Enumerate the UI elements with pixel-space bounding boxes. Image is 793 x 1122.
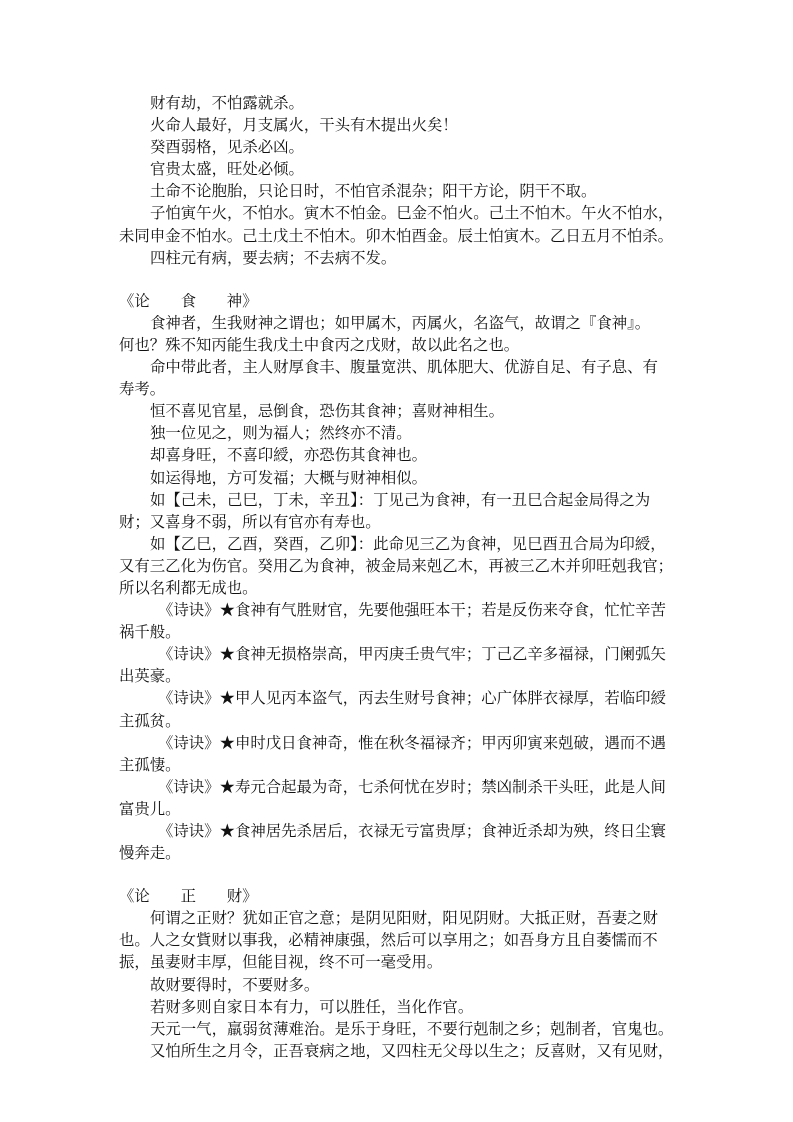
text-line: 土命不论胞胎，只论日时，不怕官杀混杂；阳干方论，阴干不取。: [150, 182, 597, 201]
text-line: 振，虽妻财丰厚，但能目视，终不可一毫受用。: [119, 953, 443, 972]
text-line: 何谓之正财？犹如正官之意；是阴见阳财，阳见阴财。大抵正财，吾妻之财: [150, 909, 658, 928]
poem-line: 《诗诀》★食神有气胜财官，先要他强旺本干；若是反伤来夺食，忙忙辛苦: [158, 601, 666, 620]
poem-line: 《诗诀》★甲人见丙本盗气，丙去生财号食神；心广体胖衣禄厚，若临印綬: [158, 689, 666, 708]
text-line: 命中带此者，主人财厚食丰、腹量宽洪、肌体肥大、优游自足、有子息、有: [150, 358, 658, 377]
text-line: 食神者，生我财神之谓也；如甲属木，丙属火，名盗气，故谓之『食神』。: [150, 313, 651, 332]
text-line: 如运得地，方可发福；大概与财神相似。: [150, 468, 428, 487]
text-line: 又有三乙化为伤官。癸用乙为食神，被金局来剋乙木，再被三乙木并卯旺剋我官；: [119, 556, 674, 575]
poem-line: 慢奔走。: [119, 844, 181, 863]
poem-line: 《诗诀》★申时戊日食神奇，惟在秋冬福禄齐；甲丙卯寅来剋破，遇而不遇: [158, 733, 666, 752]
text-line: 何也？殊不知丙能生我戊土中食丙之戊财，故以此名之也。: [119, 335, 520, 354]
text-line: 财有劫，不怕露就杀。: [150, 94, 304, 112]
text-line: 天元一气，羸弱贫薄难治。是乐于身旺，不要行剋制之乡；剋制者，官鬼也。: [150, 1019, 674, 1038]
poem-line: 《诗诀》★寿元合起最为奇，七杀何忧在岁时；禁凶制杀干头旺，此是人间: [158, 777, 666, 796]
text-line: 却喜身旺，不喜印綬，亦恐伤其食神也。: [150, 446, 428, 465]
text-line: 独一位见之，则为福人；然终亦不清。: [150, 424, 412, 443]
section-proper-wealth: [119, 885, 677, 1062]
poem-line: 《诗诀》★食神居先杀居后，衣禄无亏富贵厚；食神近杀却为殃，终日尘寰: [158, 822, 666, 840]
poem-line: 出英豪。: [119, 667, 181, 686]
text-line: 子怕寅午火，不怕水。寅木不怕金。巳金不怕火。己土不怕木。午火不怕水，: [150, 204, 674, 223]
text-line: 寿考。: [119, 380, 166, 399]
poem-line: 富贵儿。: [119, 799, 181, 818]
text-line: 如【己未，己巳，丁未，辛丑】：丁见己为食神，有一丑巳合起金局得之为: [150, 490, 651, 509]
text-line: 财；又喜身不弱，所以有官亦有寿也。: [119, 512, 381, 531]
text-line: 癸酉弱格，见杀必凶。: [150, 138, 304, 157]
text-line: 若财多则自家日本有力，可以胜任，当化作官。: [150, 997, 474, 1016]
poem-line: 《诗诀》★食神无损格崇高，甲丙庚壬贵气牢；丁己乙辛多福禄，门阑弧矢: [158, 645, 666, 664]
text-line: 所以名利都无成也。: [119, 578, 258, 597]
text-line: 如【乙巳，乙酉，癸酉，乙卯】：此命见三乙为食神，见巳酉丑合局为印綬，: [150, 534, 666, 553]
text-line: 恒不喜见官星，忌倒食，恐伤其食神；喜财神相生。: [150, 402, 504, 421]
poem-line: 主孤悽。: [119, 755, 181, 774]
text-line: 官贵太盛，旺处必倾。: [150, 160, 304, 179]
section-heading: 《论 食 神》: [119, 291, 258, 310]
section-misc-rules: [119, 92, 677, 269]
text-line: 也。人之女貲财以事我，必精神康强，然后可以享用之；如吾身方且自萎懦而不: [119, 931, 658, 950]
document-page: [119, 92, 677, 1062]
text-line: 未同申金不怕水。己土戊土不怕木。卯木怕酉金。辰土怕寅木。乙日五月不怕杀。: [119, 226, 674, 245]
poem-line: 主孤贫。: [119, 711, 181, 730]
text-line: 四柱元有病，要去病；不去病不发。: [150, 248, 397, 267]
text-line: 故财要得时，不要财多。: [150, 975, 320, 994]
poem-line: 祸千般。: [119, 623, 181, 642]
text-line: 又怕所生之月令，正吾衰病之地，又四柱无父母以生之；反喜财，又有见财，: [150, 1041, 674, 1060]
text-line: 火命人最好，月支属火，干头有木提出火矣！: [150, 116, 458, 135]
section-food-god: [119, 290, 677, 864]
section-heading: 《论 正 财》: [119, 887, 258, 906]
